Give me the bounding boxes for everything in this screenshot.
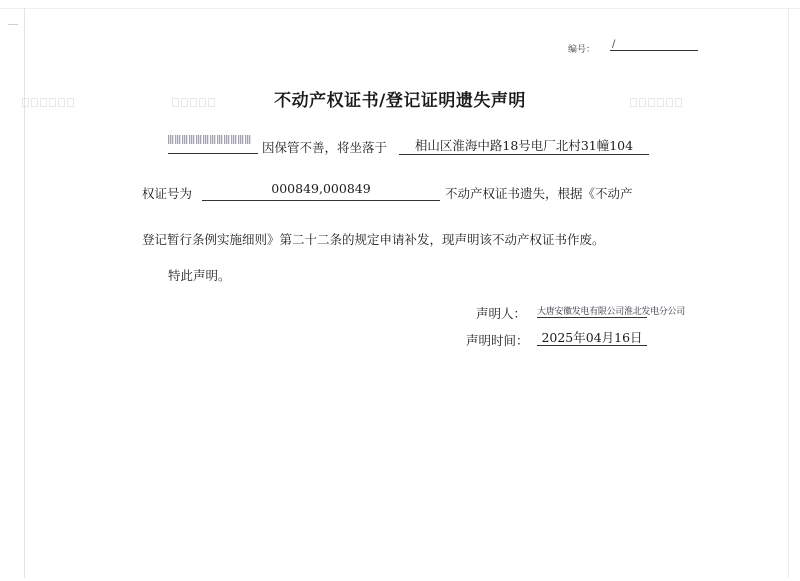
scan-corner-mark <box>8 24 18 25</box>
declaration-date-label: 声明时间： <box>466 333 529 348</box>
scan-top-edge <box>0 8 800 9</box>
statement-text-3: 登记暂行条例实施细则》第二十二条的规定申请补发，现声明该不动产权证书作废。 <box>142 232 605 247</box>
closing-text: 特此声明。 <box>168 268 231 283</box>
cert-number-value: 000849,000849 <box>202 181 440 201</box>
property-location: 相山区淮海中路18号电厂北村31幢104 <box>399 136 649 155</box>
statement-text-1: 因保管不善，将坐落于 <box>262 140 388 155</box>
declarant-label: 声明人： <box>476 306 527 321</box>
serial-value: / <box>610 39 698 51</box>
statement-text-2: 不动产权证书遗失，根据《不动产 <box>445 186 633 201</box>
document-title: 不动产权证书/登记证明遗失声明 <box>274 91 526 111</box>
serial-number <box>568 39 616 55</box>
serial-label: 编号： <box>568 45 596 55</box>
declaration-date-value: 2025年04月16日 <box>537 328 647 346</box>
cert-number-label: 权证号为 <box>142 186 193 201</box>
declarant-name: 大唐安徽发电有限公司淮北发电分公司 <box>537 304 647 318</box>
owner-name-redacted <box>168 133 254 146</box>
owner-underline <box>168 153 258 154</box>
